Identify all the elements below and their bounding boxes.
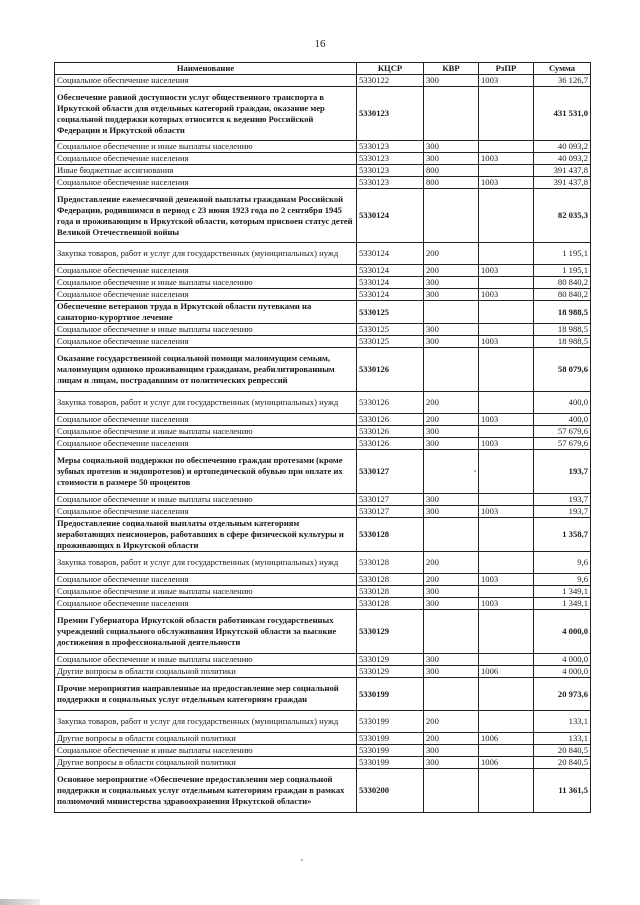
cell-rzpr: 1003 <box>479 265 534 277</box>
cell-kvr <box>424 87 479 141</box>
cell-kvr <box>424 450 479 494</box>
scan-speck <box>474 470 476 472</box>
cell-sum: 400,0 <box>534 392 591 414</box>
cell-kvr <box>424 189 479 243</box>
cell-name: Социальное обеспечение и иные выплаты населению <box>55 494 357 506</box>
cell-rzpr: 1003 <box>479 574 534 586</box>
table-row-section <box>55 769 591 813</box>
cell-sum: 40 093,2 <box>534 153 591 165</box>
cell-sum: 4 000,0 <box>534 610 591 654</box>
cell-sum: 431 531,0 <box>534 87 591 141</box>
cell-sum: 20 840,5 <box>534 745 591 757</box>
cell-kcsr: 5330123 <box>357 87 424 141</box>
cell-name: Социальное обеспечение и иные выплаты населению <box>55 586 357 598</box>
cell-name: Социальное обеспечение населения <box>55 153 357 165</box>
table-row <box>55 153 591 165</box>
cell-rzpr <box>479 678 534 711</box>
cell-name: Предоставление ежемесячной денежной выплаты гражданам Российской Федерации, родившимся в период с 23 июня 1923 года по 2 сентября 1945 года и проживающим в Иркутской области, которым присвоен статус детей Великой Отечественной войны <box>55 189 357 243</box>
cell-kvr <box>424 301 479 324</box>
cell-sum: 20 973,6 <box>534 678 591 711</box>
table-row-section <box>55 348 591 392</box>
cell-kcsr: 5330128 <box>357 574 424 586</box>
table-row <box>55 289 591 301</box>
cell-sum: 80 840,2 <box>534 289 591 301</box>
cell-kvr <box>424 678 479 711</box>
cell-kvr: 200 <box>424 243 479 265</box>
cell-kvr: 200 <box>424 711 479 733</box>
cell-kvr: 800 <box>424 165 479 177</box>
table-row <box>55 574 591 586</box>
cell-kcsr: 5330126 <box>357 414 424 426</box>
cell-name: Премии Губернатора Иркутской области работникам государственных учреждений социального обслуживания Иркутской области за высокие достижения в профессиональной деятельности <box>55 610 357 654</box>
cell-sum: 9,6 <box>534 552 591 574</box>
header-kcsr: КЦСР <box>357 63 424 75</box>
header-rzpr: РзПР <box>479 63 534 75</box>
cell-kcsr: 5330123 <box>357 141 424 153</box>
cell-name: Социальное обеспечение населения <box>55 598 357 610</box>
cell-name: Социальное обеспечение населения <box>55 289 357 301</box>
cell-kvr: 300 <box>424 757 479 769</box>
table-row-section <box>55 189 591 243</box>
cell-sum: 391 437,8 <box>534 165 591 177</box>
cell-kcsr: 5330123 <box>357 165 424 177</box>
cell-sum: 36 126,7 <box>534 75 591 87</box>
header-kvr: КВР <box>424 63 479 75</box>
cell-name: Закупка товаров, работ и услуг для государственных (муниципальных) нужд <box>55 552 357 574</box>
cell-rzpr <box>479 141 534 153</box>
cell-kvr: 300 <box>424 426 479 438</box>
cell-kvr: 300 <box>424 153 479 165</box>
cell-kcsr: 5330127 <box>357 494 424 506</box>
cell-rzpr: 1006 <box>479 666 534 678</box>
cell-name: Обеспечение равной доступности услуг общественного транспорта в Иркутской области для отдельных категорий граждан, оказание мер социальной поддержки которых относится к ведению Российской Федерации и Иркутской области <box>55 87 357 141</box>
cell-name: Социальное обеспечение населения <box>55 574 357 586</box>
cell-kcsr: 5330199 <box>357 678 424 711</box>
table-row <box>55 506 591 518</box>
cell-kcsr: 5330129 <box>357 654 424 666</box>
cell-rzpr <box>479 711 534 733</box>
cell-rzpr <box>479 610 534 654</box>
cell-kvr: 300 <box>424 289 479 301</box>
cell-kvr: 300 <box>424 586 479 598</box>
cell-sum: 40 093,2 <box>534 141 591 153</box>
cell-sum: 4 000,0 <box>534 654 591 666</box>
cell-sum: 57 679,6 <box>534 438 591 450</box>
cell-kvr: 300 <box>424 324 479 336</box>
cell-kvr: 200 <box>424 733 479 745</box>
cell-kvr: 200 <box>424 392 479 414</box>
cell-rzpr: 1003 <box>479 438 534 450</box>
cell-rzpr <box>479 654 534 666</box>
cell-name: Закупка товаров, работ и услуг для государственных (муниципальных) нужд <box>55 711 357 733</box>
cell-sum: 11 361,5 <box>534 769 591 813</box>
cell-rzpr <box>479 745 534 757</box>
cell-rzpr <box>479 243 534 265</box>
cell-kcsr: 5330129 <box>357 610 424 654</box>
cell-rzpr: 1003 <box>479 414 534 426</box>
cell-kcsr: 5330124 <box>357 189 424 243</box>
cell-name: Социальное обеспечение населения <box>55 438 357 450</box>
cell-rzpr: 1003 <box>479 75 534 87</box>
table-row <box>55 324 591 336</box>
cell-kvr: 300 <box>424 438 479 450</box>
table-row <box>55 745 591 757</box>
cell-rzpr <box>479 348 534 392</box>
cell-sum: 82 035,3 <box>534 189 591 243</box>
table-row <box>55 711 591 733</box>
cell-name: Социальное обеспечение населения <box>55 75 357 87</box>
cell-kvr: 300 <box>424 654 479 666</box>
table-row <box>55 392 591 414</box>
cell-kvr: 300 <box>424 494 479 506</box>
cell-kcsr: 5330127 <box>357 506 424 518</box>
cell-kvr: 200 <box>424 265 479 277</box>
cell-rzpr <box>479 426 534 438</box>
cell-rzpr: 1003 <box>479 506 534 518</box>
table-row <box>55 165 591 177</box>
cell-kvr: 300 <box>424 598 479 610</box>
table-row <box>55 75 591 87</box>
cell-kvr <box>424 610 479 654</box>
table-row <box>55 552 591 574</box>
cell-kcsr: 5330126 <box>357 348 424 392</box>
cell-kcsr: 5330127 <box>357 450 424 494</box>
cell-rzpr <box>479 450 534 494</box>
cell-rzpr <box>479 769 534 813</box>
table-row <box>55 733 591 745</box>
budget-table <box>54 62 591 813</box>
cell-rzpr <box>479 301 534 324</box>
cell-sum: 1 349,1 <box>534 586 591 598</box>
cell-sum: 400,0 <box>534 414 591 426</box>
cell-kvr <box>424 769 479 813</box>
cell-kcsr: 5330124 <box>357 277 424 289</box>
cell-rzpr: 1003 <box>479 336 534 348</box>
table-row <box>55 414 591 426</box>
cell-kcsr: 5330124 <box>357 289 424 301</box>
table-row-section <box>55 518 591 552</box>
cell-name: Социальное обеспечение и иные выплаты населению <box>55 654 357 666</box>
cell-kcsr: 5330199 <box>357 745 424 757</box>
cell-kcsr: 5330125 <box>357 336 424 348</box>
cell-rzpr: 1003 <box>479 598 534 610</box>
table-row <box>55 277 591 289</box>
scan-edge-mark <box>0 899 40 905</box>
cell-rzpr <box>479 165 534 177</box>
cell-sum: 1 358,7 <box>534 518 591 552</box>
cell-name: Социальное обеспечение населения <box>55 414 357 426</box>
cell-sum: 18 988,5 <box>534 336 591 348</box>
table-row-section <box>55 87 591 141</box>
cell-sum: 391 437,8 <box>534 177 591 189</box>
table-row <box>55 586 591 598</box>
cell-kvr <box>424 518 479 552</box>
cell-kcsr: 5330126 <box>357 426 424 438</box>
header-sum: Сумма <box>534 63 591 75</box>
cell-kcsr: 5330126 <box>357 392 424 414</box>
table-row <box>55 426 591 438</box>
cell-kcsr: 5330123 <box>357 177 424 189</box>
table-row <box>55 177 591 189</box>
cell-sum: 18 988,5 <box>534 301 591 324</box>
cell-name: Основное мероприятие «Обеспечение предоставления мер социальной поддержки и социальных услуг отдельным категориям граждан в рамках полномочий министерства здравоохранения Иркутской области» <box>55 769 357 813</box>
cell-kvr: 300 <box>424 745 479 757</box>
table-body <box>55 75 591 813</box>
cell-sum: 4 000,0 <box>534 666 591 678</box>
cell-kcsr: 5330128 <box>357 598 424 610</box>
cell-kvr: 300 <box>424 336 479 348</box>
cell-kcsr: 5330123 <box>357 153 424 165</box>
cell-rzpr <box>479 586 534 598</box>
cell-kcsr: 5330122 <box>357 75 424 87</box>
cell-rzpr <box>479 87 534 141</box>
cell-sum: 133,1 <box>534 711 591 733</box>
cell-kvr: 300 <box>424 141 479 153</box>
cell-rzpr: 1006 <box>479 733 534 745</box>
cell-name: Оказание государственной социальной помощи малоимущим семьям, малоимущим одиноко проживающим гражданам, реабилитированным лицам и лицам, пострадавшим от политических репрессий <box>55 348 357 392</box>
cell-name: Закупка товаров, работ и услуг для государственных (муниципальных) нужд <box>55 392 357 414</box>
table-header-row <box>55 63 591 75</box>
cell-kcsr: 5330128 <box>357 586 424 598</box>
cell-name: Прочие мероприятия направленные на предоставление мер социальной поддержки и социальных услуг отдельным категориям граждан <box>55 678 357 711</box>
page-number: 16 <box>314 38 326 50</box>
cell-rzpr: 1003 <box>479 177 534 189</box>
cell-name: Социальное обеспечение населения <box>55 336 357 348</box>
cell-kcsr: 5330125 <box>357 301 424 324</box>
scan-speck <box>301 859 303 861</box>
cell-sum: 9,6 <box>534 574 591 586</box>
cell-name: Социальное обеспечение и иные выплаты населению <box>55 141 357 153</box>
table-row <box>55 666 591 678</box>
cell-kvr: 300 <box>424 277 479 289</box>
cell-name: Другие вопросы в области социальной политики <box>55 757 357 769</box>
cell-name: Меры социальной поддержки по обеспечению граждан протезами (кроме зубных протезов и эндопротезов) и ортопедической обувью при оплате их стоимости в размере 50 процентов <box>55 450 357 494</box>
cell-rzpr <box>479 392 534 414</box>
cell-kvr <box>424 348 479 392</box>
table-row-section <box>55 301 591 324</box>
cell-kvr: 200 <box>424 574 479 586</box>
cell-kvr: 200 <box>424 414 479 426</box>
table-row <box>55 336 591 348</box>
cell-rzpr <box>479 552 534 574</box>
cell-sum: 57 679,6 <box>534 426 591 438</box>
cell-kvr: 800 <box>424 177 479 189</box>
cell-name: Социальное обеспечение населения <box>55 177 357 189</box>
table-row-section <box>55 610 591 654</box>
cell-kcsr: 5330199 <box>357 733 424 745</box>
cell-name: Другие вопросы в области социальной политики <box>55 733 357 745</box>
header-name: Наименование <box>55 63 357 75</box>
cell-rzpr <box>479 494 534 506</box>
cell-kcsr: 5330128 <box>357 518 424 552</box>
cell-name: Социальное обеспечение и иные выплаты населению <box>55 426 357 438</box>
table-row <box>55 265 591 277</box>
table-row <box>55 654 591 666</box>
cell-sum: 193,7 <box>534 506 591 518</box>
cell-name: Обеспечение ветеранов труда в Иркутской области путевками на санаторно-курортное лечение <box>55 301 357 324</box>
table-row <box>55 243 591 265</box>
cell-rzpr: 1003 <box>479 289 534 301</box>
cell-kcsr: 5330200 <box>357 769 424 813</box>
cell-kcsr: 5330199 <box>357 757 424 769</box>
table-row-section <box>55 678 591 711</box>
cell-name: Социальное обеспечение и иные выплаты населению <box>55 324 357 336</box>
cell-kcsr: 5330124 <box>357 265 424 277</box>
table-row <box>55 438 591 450</box>
cell-kcsr: 5330128 <box>357 552 424 574</box>
cell-name: Социальное обеспечение населения <box>55 265 357 277</box>
cell-kcsr: 5330126 <box>357 438 424 450</box>
cell-sum: 193,7 <box>534 450 591 494</box>
cell-kcsr: 5330199 <box>357 711 424 733</box>
cell-name: Предоставление социальной выплаты отдельным категориям неработающих пенсионеров, работавших в сфере физической культуры и проживающих в Иркутской области <box>55 518 357 552</box>
cell-name: Социальное обеспечение и иные выплаты населению <box>55 277 357 289</box>
cell-name: Закупка товаров, работ и услуг для государственных (муниципальных) нужд <box>55 243 357 265</box>
cell-name: Социальное обеспечение населения <box>55 506 357 518</box>
cell-kcsr: 5330125 <box>357 324 424 336</box>
table-row <box>55 141 591 153</box>
cell-sum: 18 988,5 <box>534 324 591 336</box>
cell-name: Социальное обеспечение и иные выплаты населению <box>55 745 357 757</box>
cell-sum: 1 195,1 <box>534 243 591 265</box>
cell-kvr: 200 <box>424 552 479 574</box>
table-row <box>55 598 591 610</box>
cell-sum: 193,7 <box>534 494 591 506</box>
table-row <box>55 494 591 506</box>
cell-rzpr <box>479 277 534 289</box>
cell-sum: 1 195,1 <box>534 265 591 277</box>
cell-sum: 133,1 <box>534 733 591 745</box>
cell-sum: 20 840,5 <box>534 757 591 769</box>
cell-sum: 1 349,1 <box>534 598 591 610</box>
table-row <box>55 757 591 769</box>
table-row-section <box>55 450 591 494</box>
cell-kvr: 300 <box>424 506 479 518</box>
cell-name: Иные бюджетные ассигнования <box>55 165 357 177</box>
cell-sum: 58 079,6 <box>534 348 591 392</box>
cell-kvr: 300 <box>424 666 479 678</box>
cell-rzpr <box>479 518 534 552</box>
cell-kvr: 300 <box>424 75 479 87</box>
cell-name: Другие вопросы в области социальной политики <box>55 666 357 678</box>
cell-kcsr: 5330129 <box>357 666 424 678</box>
cell-rzpr: 1003 <box>479 153 534 165</box>
cell-rzpr <box>479 324 534 336</box>
cell-rzpr: 1006 <box>479 757 534 769</box>
cell-rzpr <box>479 189 534 243</box>
cell-sum: 80 840,2 <box>534 277 591 289</box>
cell-kcsr: 5330124 <box>357 243 424 265</box>
